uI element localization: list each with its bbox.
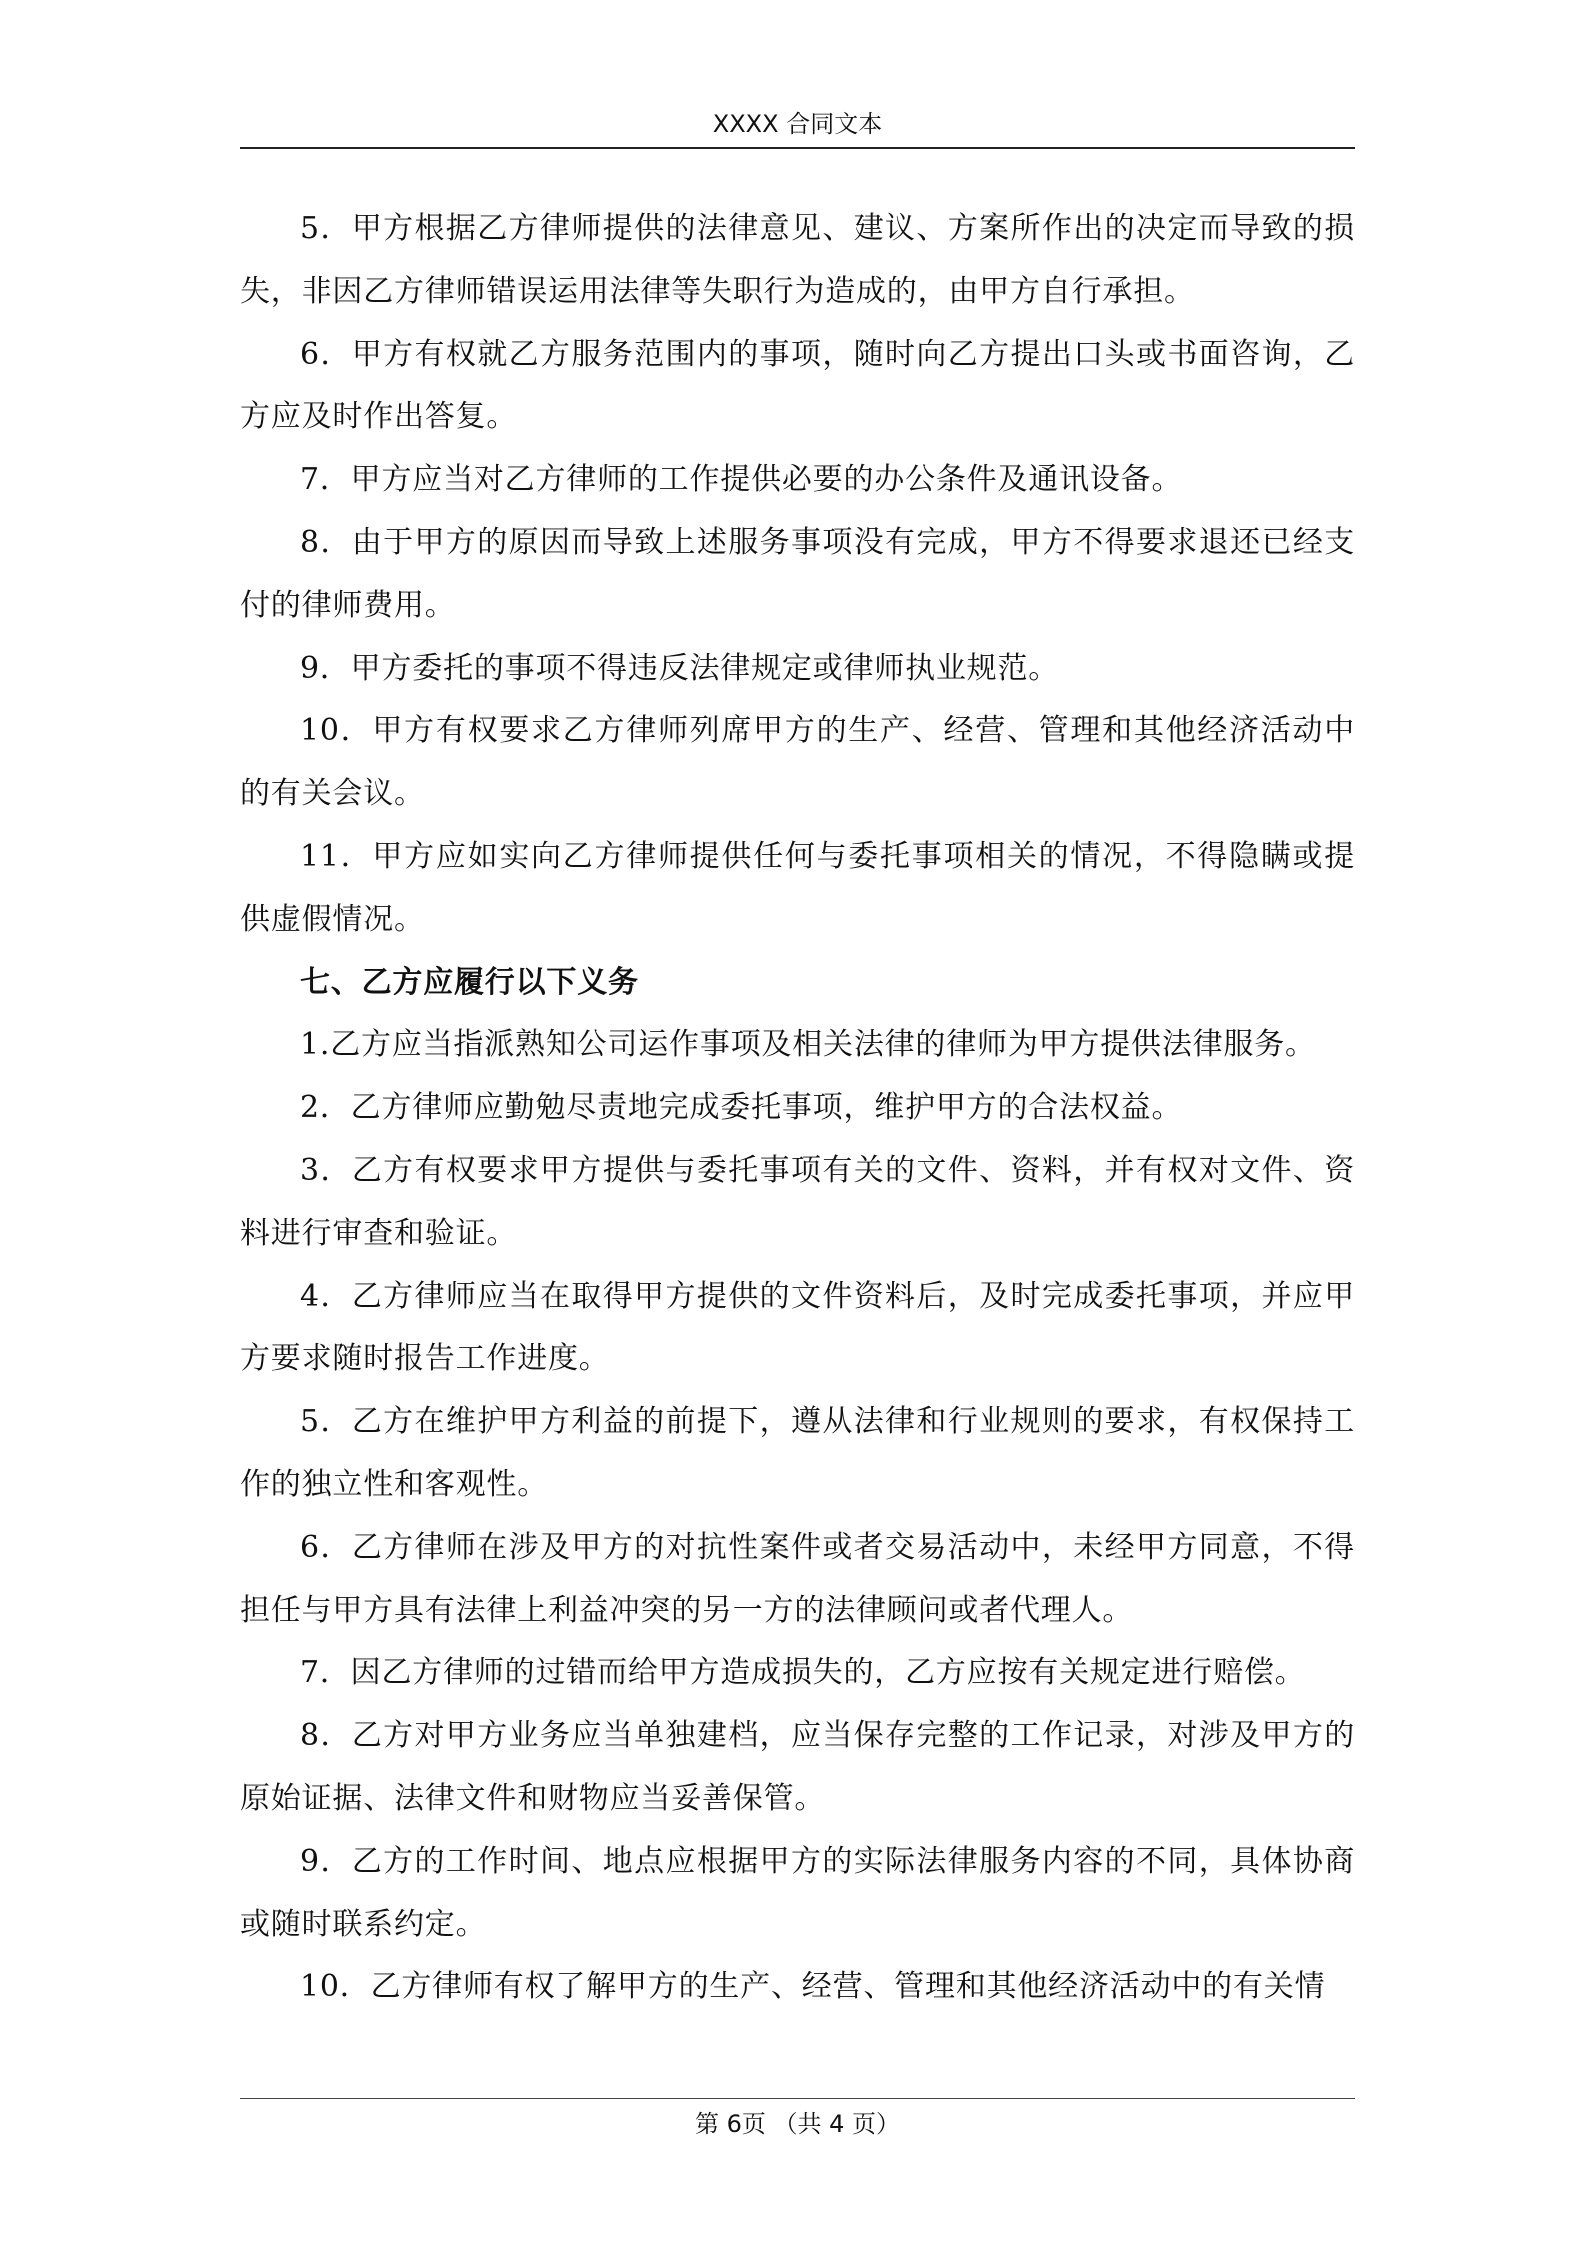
paragraph-party-a-8: 8．由于甲方的原因而导致上述服务事项没有完成，甲方不得要求退还已经支付的律师费用。 bbox=[240, 524, 1355, 623]
paragraph-party-b-7: 7．因乙方律师的过错而给甲方造成损失的，乙方应按有关规定进行赔偿。 bbox=[300, 1655, 1306, 1691]
paragraph-party-a-7: 7．甲方应当对乙方律师的工作提供必要的办公条件及通讯设备。 bbox=[300, 462, 1183, 498]
paragraph-party-b-3: 3．乙方有权要求甲方提供与委托事项有关的文件、资料，并有权对文件、资料进行审查和验证。 bbox=[240, 1152, 1355, 1251]
section-heading-party-b-obligations: 七、乙方应履行以下义务 bbox=[300, 964, 639, 1000]
paragraph-party-b-6: 6．乙方律师在涉及甲方的对抗性案件或者交易活动中，未经甲方同意，不得担任与甲方具有法律上利益冲突的另一方的法律顾问或者代理人。 bbox=[240, 1529, 1355, 1628]
paragraph-party-a-11: 11．甲方应如实向乙方律师提供任何与委托事项相关的情况，不得隐瞒或提供虚假情况。 bbox=[240, 838, 1355, 937]
paragraph-party-b-2: 2．乙方律师应勤勉尽责地完成委托事项，维护甲方的合法权益。 bbox=[300, 1090, 1183, 1126]
paragraph-party-a-9: 9．甲方委托的事项不得违反法律规定或律师执业规范。 bbox=[300, 650, 1060, 686]
page-header: XXXX 合同文本 bbox=[712, 110, 883, 138]
paragraph-party-a-10: 10．甲方有权要求乙方律师列席甲方的生产、经营、管理和其他经济活动中的有关会议。 bbox=[240, 713, 1355, 812]
footer-divider bbox=[240, 2098, 1355, 2099]
paragraph-party-b-10: 10．乙方律师有权了解甲方的生产、经营、管理和其他经济活动中的有关情 bbox=[300, 1969, 1326, 2005]
paragraph-party-b-1: 1.乙方应当指派熟知公司运作事项及相关法律的律师为甲方提供法律服务。 bbox=[300, 1027, 1316, 1063]
paragraph-party-b-9: 9．乙方的工作时间、地点应根据甲方的实际法律服务内容的不同，具体协商或随时联系约定。 bbox=[240, 1843, 1355, 1942]
paragraph-party-a-6: 6．甲方有权就乙方服务范围内的事项，随时向乙方提出口头或书面咨询，乙方应及时作出答复。 bbox=[240, 336, 1355, 435]
page-number: 第 6页 （共 4 页） bbox=[694, 2110, 901, 2138]
document-body bbox=[240, 198, 1355, 2019]
paragraph-party-a-5: 5．甲方根据乙方律师提供的法律意见、建议、方案所作出的决定而导致的损失，非因乙方律师错误运用法律等失职行为造成的，由甲方自行承担。 bbox=[240, 211, 1355, 309]
paragraph-party-b-4: 4．乙方律师应当在取得甲方提供的文件资料后，及时完成委托事项，并应甲方要求随时报告工作进度。 bbox=[240, 1278, 1355, 1377]
paragraph-party-b-8: 8．乙方对甲方业务应当单独建档，应当保存完整的工作记录，对涉及甲方的原始证据、法律文件和财物应当妥善保管。 bbox=[240, 1718, 1355, 1816]
paragraph-party-b-5: 5．乙方在维护甲方利益的前提下，遵从法律和行业规则的要求，有权保持工作的独立性和客观性。 bbox=[240, 1404, 1355, 1502]
header-divider bbox=[240, 147, 1355, 149]
